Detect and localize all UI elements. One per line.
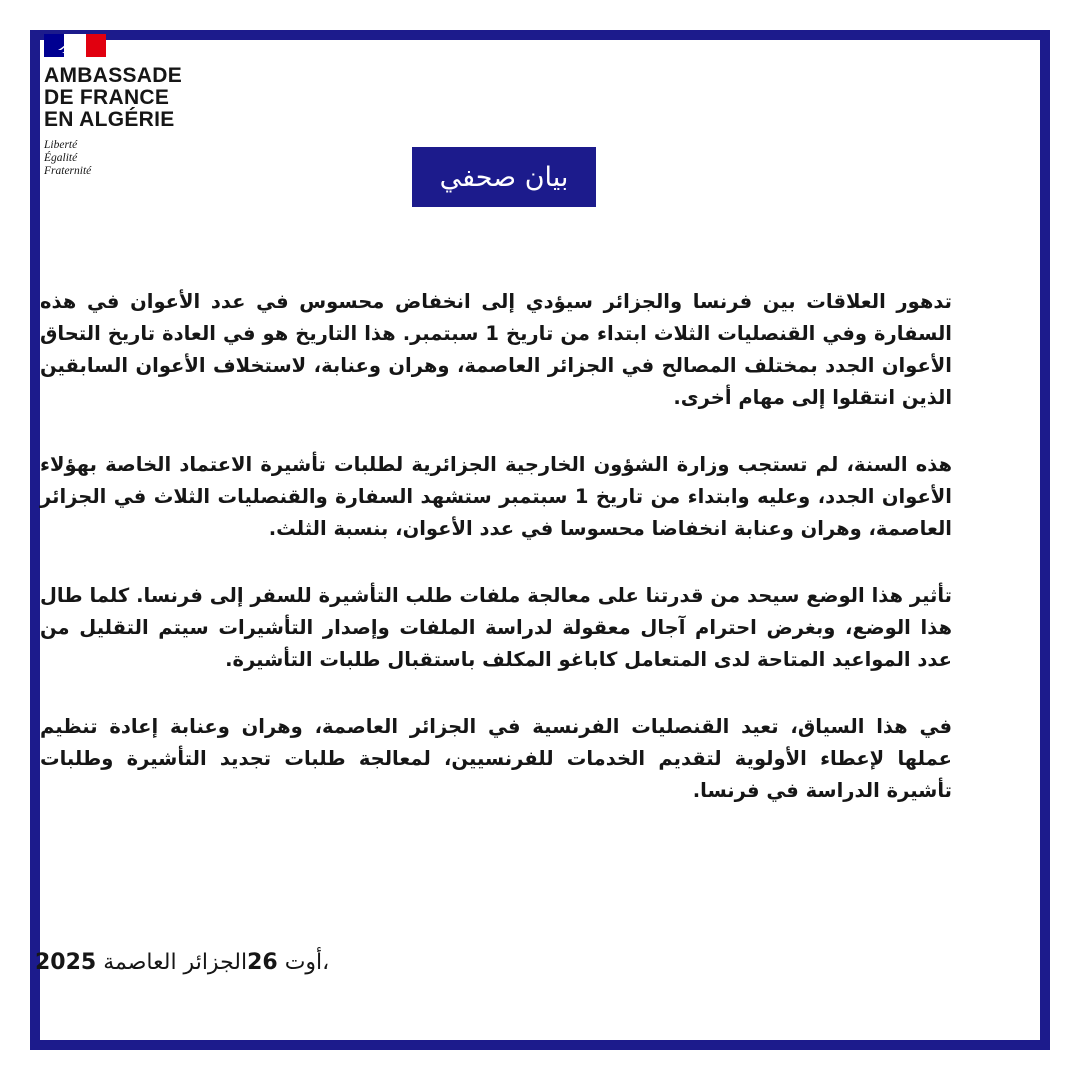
embassy-name — [44, 65, 244, 131]
embassy-name-line: EN ALGÉRIE — [44, 108, 175, 131]
marianne-flag-icon — [44, 34, 106, 57]
motto-line: Fraternité — [44, 165, 92, 177]
motto-line: Égalité — [44, 152, 78, 164]
paragraph: في هذا السياق، تعيد القنصليات الفرنسية في الجزائر العاصمة، وهران وعنابة إعادة تنظيم عملها لإعطاء الأولوية لتقديم الخدمات للفرنسيين، لمعالجة طلبات تجديد التأشيرة وطلبات تأشيرة الدراسة في فرنسا. — [40, 715, 952, 802]
dateline-day: 26 — [247, 950, 278, 975]
motto-line: Liberté — [44, 139, 78, 151]
dateline-year: 2025 — [35, 950, 97, 975]
embassy-name-line: DE FRANCE — [44, 86, 170, 109]
dateline — [35, 950, 329, 975]
dateline-place: الجزائر العاصمة، — [103, 950, 330, 975]
paragraph: هذه السنة، لم تستجب وزارة الشؤون الخارجية الجزائرية لطلبات تأشيرة الاعتماد الخاصة بهؤلاء الأعوان الجدد، وعليه وابتداء من تاريخ 1 سبتمبر ستشهد السفارة والقنصليات الثلاث في الجزائر العاصمة، وهران وعنابة انخفاضا محسوسا في عدد الأعوان، بنسبة الثلث. — [40, 453, 952, 540]
embassy-name-line: AMBASSADE — [44, 64, 183, 87]
paragraph: تدهور العلاقات بين فرنسا والجزائر سيؤدي إلى انخفاض محسوس في عدد الأعوان في هذه السفارة وفي القنصليات الثلاث ابتداء من تاريخ 1 سبتمبر. هذا التاريخ هو في العادة تاريخ التحاق الأعوان الجدد بمختلف المصالح في الجزائر العاصمة، وهران وعنابة، لاستخلاف الأعوان السابقين الذين انتقلوا إلى مهام أخرى. — [40, 290, 952, 409]
republic-motto — [44, 139, 244, 178]
paragraph: تأثير هذا الوضع سيحد من قدرتنا على معالجة ملفات طلب التأشيرة للسفر إلى فرنسا. كلما طال هذا الوضع، وبغرض احترام آجال معقولة لدراسة الملفات وإصدار التأشيرات سيتم التقليل من عدد المواعيد المتاحة لدى المتعامل كاباغو المكلف باستقبال طلبات التأشيرة. — [40, 584, 952, 671]
press-release-title — [412, 147, 596, 207]
title-text: بيان صحفي — [439, 161, 569, 193]
dateline-month: أوت — [284, 950, 323, 975]
press-release-body — [40, 286, 952, 842]
embassy-logo — [44, 34, 244, 178]
